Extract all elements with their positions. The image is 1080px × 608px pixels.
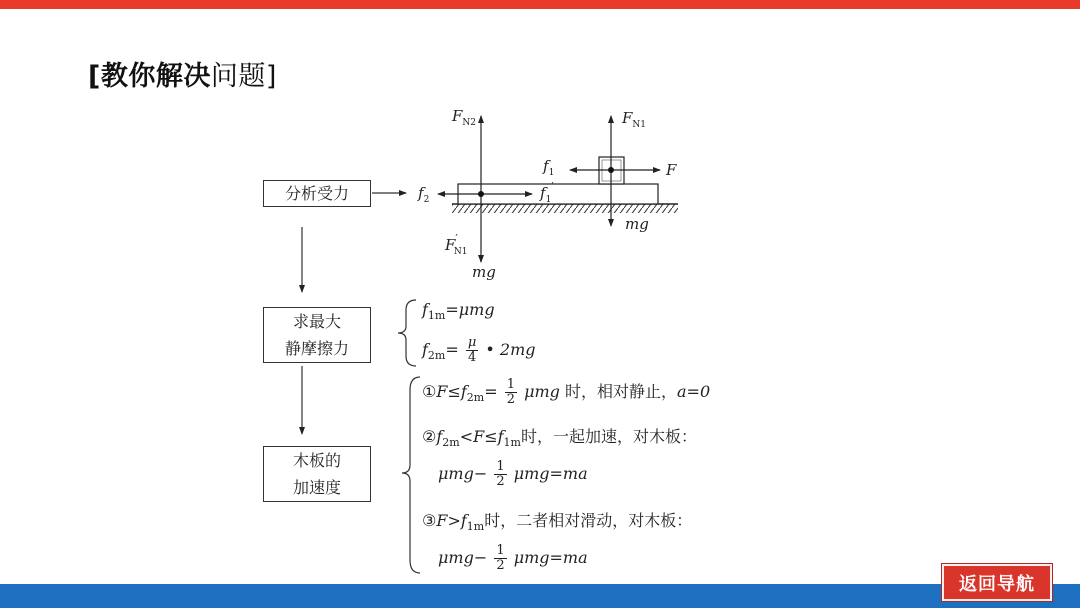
slide-title: [教你解决问题] [88, 61, 277, 92]
formula-f1m: $f_{1m}=\mu mg$ [422, 300, 495, 322]
case-3-equation: μmg− $\frac{1}{2}$ μmg=ma [438, 543, 588, 573]
label-mg-block: mg [625, 215, 649, 233]
label-FN1: $F_{N1}$ [622, 109, 647, 130]
case-2-equation: μmg− $\frac{1}{2}$ μmg=ma [438, 459, 588, 489]
label-f1: $f_1$ [543, 157, 555, 178]
case-3-sliding: $③F>f_{1m}$时，二者相对滑动，对木板： [422, 511, 693, 533]
back-to-nav-button[interactable]: 返回导航 [942, 564, 1052, 601]
block-center-dot [608, 167, 614, 173]
case-2-together: $②f_{2m}<F\le f_{1m}$时，一起加速，对木板： [422, 427, 697, 449]
ground-hatch [452, 204, 678, 213]
label-mg-board: mg [472, 263, 496, 281]
label-FN1-prime: F′ N1 [445, 232, 468, 257]
flow-box-max-static-friction: 求最大 静摩擦力 [263, 307, 371, 363]
flow-box-board-acceleration: 木板的 加速度 [263, 446, 371, 502]
flow-box-analyze-forces: 分析受力 [263, 180, 371, 207]
label-F: F [666, 161, 677, 179]
brace-acceleration [402, 377, 420, 573]
formula-f2m: $f_{2m}=$ $\frac{\mu}{4}$ • 2mg [422, 335, 536, 365]
brace-friction [398, 300, 416, 366]
case-1-static: $①F\le f_{2m}=$ $\frac{1}{2}$ μmg 时，相对静止，a=0 [422, 377, 711, 407]
label-FN2: $F_{N2}$ [452, 107, 477, 128]
board-center-dot [478, 191, 484, 197]
label-f2: $f_2$ [418, 184, 430, 205]
label-f1-prime: $f_1'$ [540, 180, 554, 205]
